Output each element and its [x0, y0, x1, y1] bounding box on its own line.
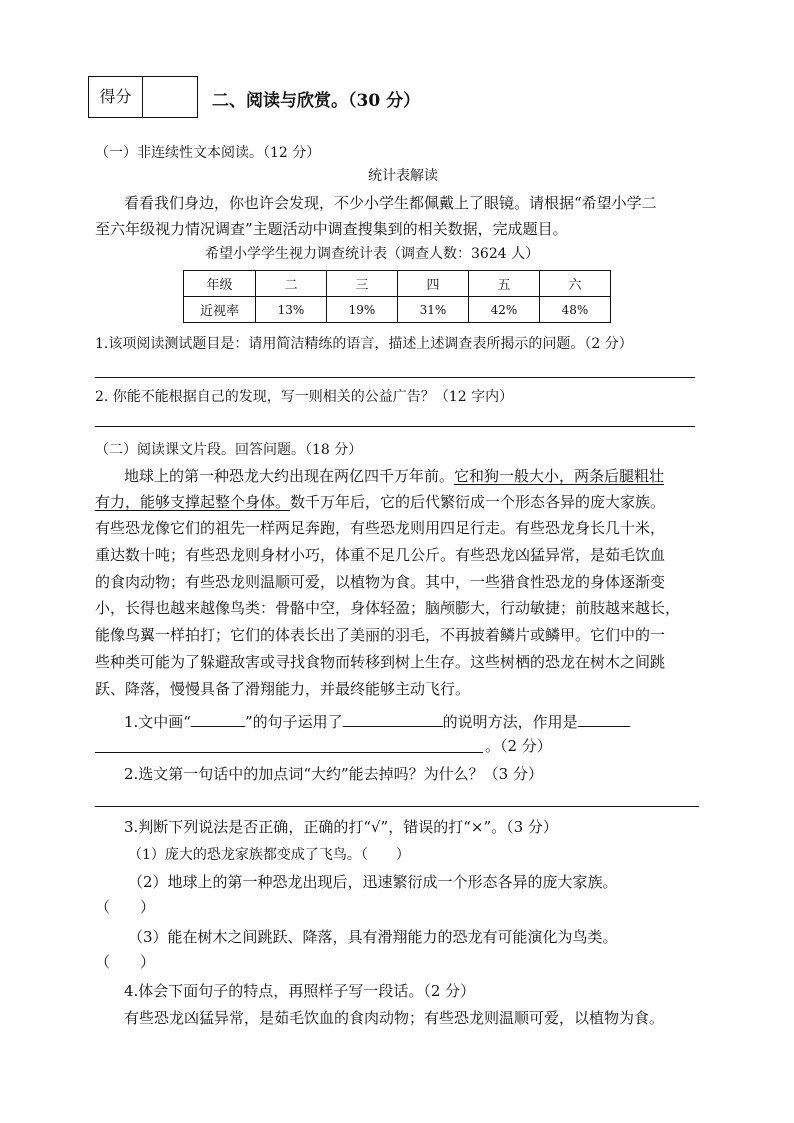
table-cell: 48% — [540, 297, 611, 323]
table-cell: 31% — [398, 297, 469, 323]
passage-line-4: 重达数十吨；有些恐龙则身材小巧，体重不足几公斤。有些恐龙凶猛异常，是茹毛饮血 — [95, 546, 666, 564]
question-points: 。（2 分） — [485, 737, 552, 755]
part2-heading: （二）阅读课文片段。回答问题。（18 分） — [95, 442, 363, 458]
part2-question-4: 4.体会下面句子的特点，再照样子写一段话。（2 分） — [124, 982, 476, 1000]
passage-text: 地球上的第一种恐龙大约出现在两亿四千万年前。 — [124, 467, 455, 485]
underlined-sentence: 有力，能够支撑起整个身体。 — [95, 493, 291, 511]
score-label: 得分 — [89, 77, 143, 117]
judge-item-3: （3）能在树木之间跳跃、降落，具有滑翔能力的恐龙有可能演化为鸟类。 — [128, 928, 618, 946]
intro-line-1: 看看我们身边，你也许会发现，不少小学生都佩戴上了眼镜。请根据“希望小学二 — [124, 194, 657, 212]
score-entry-cell[interactable] — [143, 77, 197, 117]
passage-line-2 — [95, 492, 665, 512]
part1-question-1: 1.该项阅读测试题目是：请用简洁精练的语言，描述上述调查表所揭示的问题。（2 分） — [95, 336, 633, 352]
answer-line[interactable] — [95, 752, 483, 753]
question-text: 的说明方法，作用是 — [442, 713, 578, 731]
table-header-cell: 三 — [327, 271, 398, 297]
fill-blank[interactable] — [578, 711, 630, 727]
passage-line-7: 能像鸟翼一样拍打；它们的体表长出了美丽的羽毛，不再披着鳞片或鳞甲。它们中的一 — [95, 626, 666, 644]
table-cell: 13% — [256, 297, 327, 323]
fill-blank[interactable] — [191, 711, 245, 727]
passage-text: 数千万年后，它的后代繁衍成一个形态各异的庞大家族。 — [290, 493, 666, 511]
passage-line-3: 有些恐龙像它们的祖先一样两足奔跑，有些恐龙则用四足行走。有些恐龙身长几十米， — [95, 519, 666, 537]
passage-line-6: 小，长得也越来越像鸟类：骨骼中空，身体轻盈；脑颅膨大，行动敏捷；前肢越来越长， — [95, 599, 681, 617]
judge-item-2-answer[interactable]: （ ） — [95, 898, 156, 916]
answer-line[interactable] — [95, 377, 695, 378]
table-row — [184, 297, 611, 323]
passage-line-9: 跃、降落，慢慢具备了滑翔能力，并最终能够主动飞行。 — [95, 680, 471, 698]
section-title: 二、阅读与欣赏。（30 分） — [212, 91, 421, 111]
question-text: 1.文中画“ — [124, 713, 191, 731]
article-title: 统计表解读 — [368, 168, 438, 184]
part2-question-2: 2.选文第一句话中的加点词“大约”能去掉吗？为什么？（3 分） — [124, 765, 543, 783]
underlined-sentence: 它和狗一般大小，两条后腿粗壮 — [454, 467, 665, 485]
part1-heading: （一）非连续性文本阅读。（12 分） — [95, 145, 321, 161]
table-cell: 近视率 — [184, 297, 256, 323]
part2-question-1 — [124, 711, 630, 732]
judge-item-2: （2）地球上的第一种恐龙出现后，迅速繁衍成一个形态各异的庞大家族。 — [128, 873, 618, 891]
table-cell: 19% — [327, 297, 398, 323]
answer-line[interactable] — [95, 806, 699, 807]
table-header-cell: 二 — [256, 271, 327, 297]
table-row — [184, 271, 611, 297]
part2-question-3: 3.判断下列说法是否正确，正确的打“√”，错误的打“×”。（3 分） — [124, 818, 558, 836]
judge-item-3-answer[interactable]: （ ） — [95, 953, 156, 971]
part1-question-2: 2. 你能不能根据自己的发现，写一则相关的公益广告？（12 字内） — [95, 389, 514, 405]
example-sentence: 有些恐龙凶猛异常，是茹毛饮血的食肉动物；有些恐龙则温顺可爱，以植物为食。 — [124, 1009, 665, 1027]
table-header-cell: 五 — [469, 271, 540, 297]
table-caption: 希望小学学生视力调查统计表（调查人数：3624 人） — [205, 246, 540, 262]
vision-stats-table — [183, 270, 611, 323]
judge-item-1: （1）庞大的恐龙家族都变成了飞鸟。（ ） — [128, 847, 410, 863]
table-cell: 42% — [469, 297, 540, 323]
score-box — [88, 76, 198, 118]
fill-blank[interactable] — [343, 711, 443, 727]
intro-line-2: 至六年级视力情况调查”主题活动中调查搜集到的相关数据，完成题目。 — [95, 220, 568, 238]
table-header-cell: 四 — [398, 271, 469, 297]
passage-line-1 — [124, 466, 664, 486]
passage-line-5: 的食肉动物；有些恐龙则温顺可爱，以植物为食。其中，一些猎食性恐龙的身体逐渐变 — [95, 573, 666, 591]
question-text: ”的句子运用了 — [244, 713, 343, 731]
table-header-cell: 六 — [540, 271, 611, 297]
table-header-cell: 年级 — [184, 271, 256, 297]
answer-line[interactable] — [95, 426, 695, 427]
passage-line-8: 些种类可能为了躲避敌害或寻找食物而转移到树上生存。这些树栖的恐龙在树木之间跳 — [95, 653, 666, 671]
